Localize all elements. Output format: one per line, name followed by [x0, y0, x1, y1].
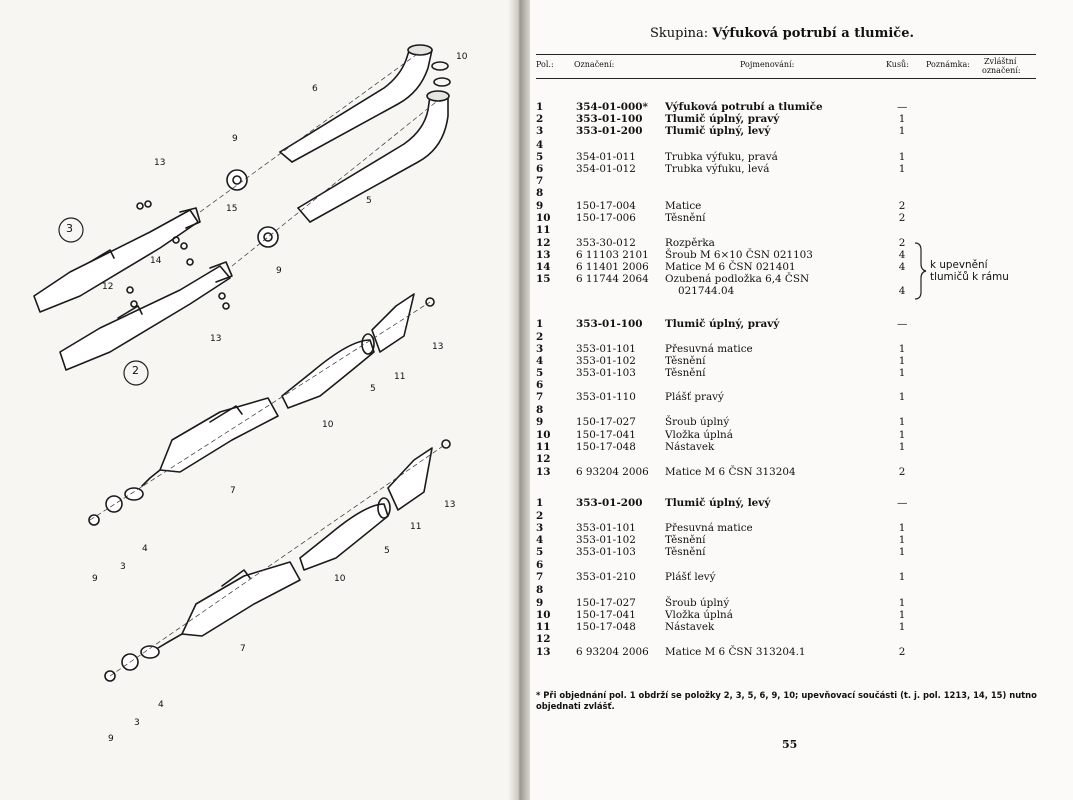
col-header-name: Pojmenování: — [740, 60, 795, 69]
callout-label: 7 — [230, 486, 236, 496]
callout-label: 9 — [276, 266, 282, 276]
callout-label: 11 — [410, 522, 422, 532]
callout-label: 5 — [370, 384, 376, 394]
callout-label: 4 — [142, 544, 148, 554]
group-name: Výfuková potrubí a tlumiče. — [712, 26, 914, 41]
callout-label: 10 — [456, 52, 468, 62]
col-header-qty: Kusů: — [886, 60, 909, 69]
callout-label: 2 — [132, 364, 139, 377]
callout-label: 4 — [158, 700, 164, 710]
page-number: 55 — [782, 738, 798, 751]
callout-label: 13 — [210, 334, 222, 344]
mounting-note — [930, 259, 1009, 283]
callout-label: 3 — [66, 222, 73, 235]
callout-label: 9 — [108, 734, 114, 744]
callout-label: 10 — [334, 574, 346, 584]
callout-label: 10 — [322, 420, 334, 430]
callout-label: 9 — [232, 134, 238, 144]
col-header-special-1: Zvláštní — [984, 57, 1017, 66]
grouping-brace — [913, 242, 927, 300]
col-header-code: Označení: — [574, 60, 615, 69]
callout-label: 5 — [384, 546, 390, 556]
footnote: * Při objednání pol. 1 obdrží se položky 2, 3, 5, 6, 9, 10; upevňovací součásti (t. j. pol. 1213, 14, 15) nutno objednati zvlášť. — [536, 690, 1037, 711]
callout-label: 6 — [312, 84, 318, 94]
page-title — [650, 26, 914, 41]
parts-list-page: Skupina: Výfuková potrubí a tlumiče. Pol.: Označení: Pojmenování: Kusů: Poznámka: Zvláštní označení: 1 354-01-000* Výfuková potrubí a tlumiče — 2 353-01-100 Tlumič úplný, pravý 1 3 353-01-200 Tlumič úplný, levý 1 4 5 354-01-011 Trubka výfuku, pravá 1 6 354-01-012 Trubka výfuku, levá 1 7 8 9 150-17-004 Matice 2 10 150-17-006 Těsnění 2 11 12 353-30-012 Rozpěrka 2 13 6 11103 2101 Šroub M 6×10 ČSN 021103 4 14 6 11401 2006 Matice M 6 ČSN 021401 4 15 6 11744 2064 Ozubená podložka 6,4 ČSN 021744.04 4 k upevnění tlumičů k rámu 1 353-01-100 Tlumič úplný, pravý — 2 3 353-01-101 Přesuvná matice 1 4 353-01-102 Těsnění 1 5 353-01-103 Těsnění 1 6 7 353-01-110 Plášť pravý 1 8 9 150-17-027 Šroub úplný 1 10 150-17-041 Vložka úplná 1 11 150-17-048 Nástavek 1 12 13 6 93204 2006 Matice M 6 ČSN 313204 2 1 353-01-200 Tlumič úplný, levý — 2 3 353-01-101 Přesuvná matice 1 4 353-01-102 Těsnění 1 5 353-01-103 Těsnění 1 6 7 353-01-210 Plášť levý 1 8 9 150-17-027 Šroub úplný 1 10 150-17-041 Vložka úplná 1 11 150-17-048 Nástavek 1 12 13 6 93204 2006 Matice M 6 ČSN 313204.1 2 * Při objednání pol. 1 obdrží se položky 2, 3, 5, 6, 9, 10; upevňovací součásti (t. j. pol. 1213, 14, 15) nutno objednati zvlášť. 55 — [530, 0, 1073, 800]
group-prefix: Skupina: — [650, 26, 709, 41]
callout-label: 13 — [154, 158, 166, 168]
col-header-note: Poznámka: — [926, 60, 970, 69]
book-gutter — [508, 0, 530, 800]
callout-label: 11 — [394, 372, 406, 382]
callout-label: 5 — [366, 196, 372, 206]
header-rule-bottom — [536, 78, 1036, 79]
header-rule-top — [536, 54, 1036, 55]
exhaust-exploded-drawing — [0, 0, 523, 800]
callout-label: 12 — [102, 282, 114, 292]
col-header-pol: Pol.: — [536, 60, 554, 69]
col-header-special-2: označení: — [982, 66, 1021, 75]
mounting-note-line: k upevnění — [930, 259, 988, 271]
callout-label: 13 — [444, 500, 456, 510]
parts-illustration-page — [0, 0, 523, 800]
callout-label: 3 — [120, 562, 126, 572]
callout-label: 3 — [134, 718, 140, 728]
callout-label: 7 — [240, 644, 246, 654]
callout-label: 9 — [92, 574, 98, 584]
callout-label: 14 — [150, 256, 162, 266]
callout-label: 13 — [432, 342, 444, 352]
callout-label: 15 — [226, 204, 238, 214]
mounting-note-line: tlumičů k rámu — [930, 271, 1009, 283]
